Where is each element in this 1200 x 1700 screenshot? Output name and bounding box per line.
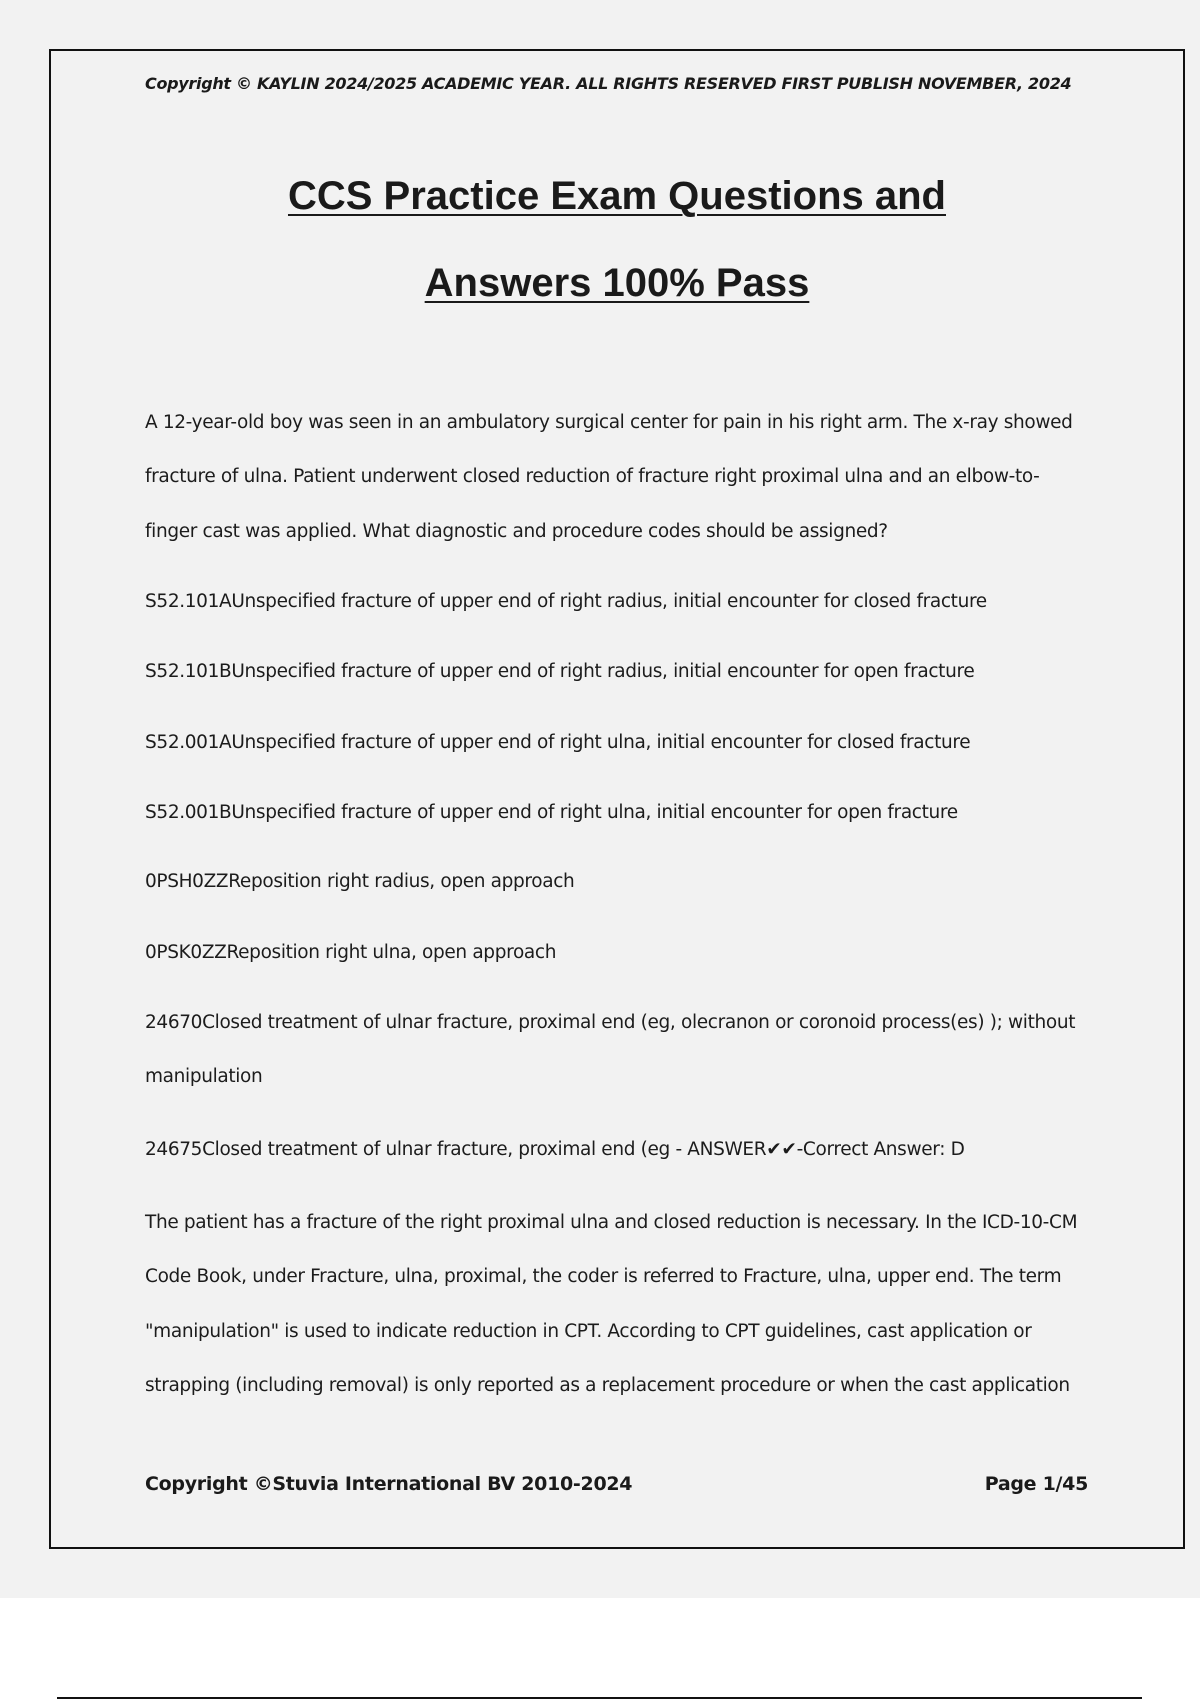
- document-title-line-1: CCS Practice Exam Questions and: [287, 174, 946, 218]
- next-page-top-rule: [57, 1697, 1142, 1699]
- question-line: finger cast was applied. What diagnostic and procedure codes should be assigned?: [145, 521, 888, 542]
- answer-option: 24670Closed treatment of ulnar fracture, proximal end (eg, olecranon or coronoid process(es) ); without: [145, 1012, 1076, 1033]
- footer-copyright: Copyright ©Stuvia International BV 2010-2024: [145, 1473, 633, 1495]
- answer-option: S52.101BUnspecified fracture of upper end of right radius, initial encounter for open fracture: [145, 661, 975, 682]
- answer-option: S52.101AUnspecified fracture of upper end of right radius, initial encounter for closed fracture: [145, 591, 987, 612]
- answer-option: S52.001AUnspecified fracture of upper end of right ulna, initial encounter for closed fracture: [145, 732, 971, 753]
- correct-answer-line: 24675Closed treatment of ulnar fracture, proximal end (eg - ANSWER✔✔-Correct Answer: D: [145, 1139, 965, 1160]
- document-title-line-2: Answers 100% Pass: [424, 261, 810, 305]
- header-copyright: Copyright © KAYLIN 2024/2025 ACADEMIC YEAR. ALL RIGHTS RESERVED FIRST PUBLISH NOVEMBER, 2024: [145, 74, 1072, 93]
- explanation-line: Code Book, under Fracture, ulna, proximal, the coder is referred to Fracture, ulna, upper end. The term: [145, 1266, 1062, 1287]
- question-line: fracture of ulna. Patient underwent closed reduction of fracture right proximal ulna and an elbow-to-: [145, 466, 1040, 487]
- answer-option-continued: manipulation: [145, 1066, 263, 1087]
- answer-option: 0PSK0ZZReposition right ulna, open approach: [145, 942, 557, 963]
- answer-option: 0PSH0ZZReposition right radius, open approach: [145, 871, 575, 892]
- explanation-line: The patient has a fracture of the right proximal ulna and closed reduction is necessary. In the ICD-10-CM: [145, 1212, 1078, 1233]
- answer-option: S52.001BUnspecified fracture of upper end of right ulna, initial encounter for open fracture: [145, 802, 958, 823]
- question-line: A 12-year-old boy was seen in an ambulatory surgical center for pain in his right arm. The x-ray showed: [145, 412, 1073, 433]
- explanation-line: strapping (including removal) is only reported as a replacement procedure or when the cast application: [145, 1375, 1070, 1396]
- explanation-line: "manipulation" is used to indicate reduction in CPT. According to CPT guidelines, cast application or: [145, 1321, 1032, 1342]
- page-number: Page 1/45: [984, 1473, 1088, 1495]
